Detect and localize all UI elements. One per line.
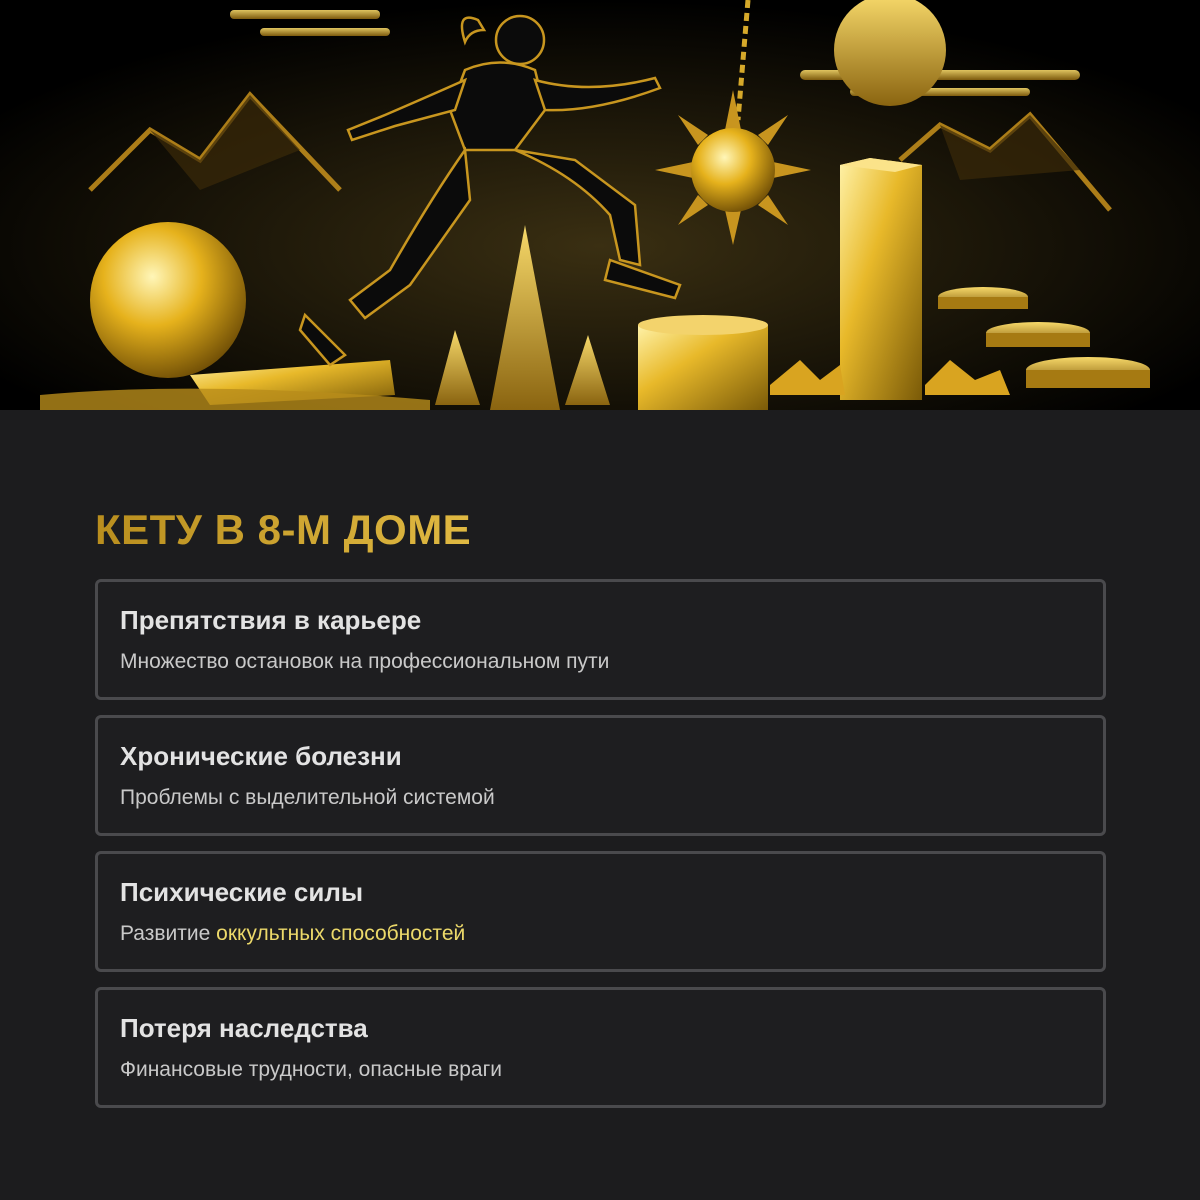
content-section bbox=[95, 500, 1106, 1081]
card-description-text: Развитие bbox=[120, 922, 217, 945]
card-description: Финансовые трудности, опасные враги bbox=[120, 1058, 502, 1081]
card-title: Хронические болезни bbox=[120, 741, 402, 771]
card-description: Множество остановок на профессиональном пути bbox=[120, 650, 610, 673]
info-card-psychic bbox=[95, 851, 1106, 972]
card-description bbox=[120, 920, 1081, 948]
card-title: Психические силы bbox=[120, 877, 364, 907]
card-title: Препятствия в карьере bbox=[120, 605, 422, 635]
highlighted-text: оккультных способностей bbox=[216, 922, 466, 945]
info-card-career bbox=[95, 579, 1106, 700]
info-card-health bbox=[95, 715, 1106, 836]
card-description: Проблемы с выделительной системой bbox=[120, 786, 495, 809]
info-card-list bbox=[95, 579, 1106, 1123]
hero-illustration bbox=[0, 0, 1200, 410]
info-card-inheritance bbox=[95, 987, 1106, 1108]
card-title: Потеря наследства bbox=[120, 1013, 368, 1043]
page-title: КЕТУ В 8-М ДОМЕ bbox=[95, 500, 1106, 560]
